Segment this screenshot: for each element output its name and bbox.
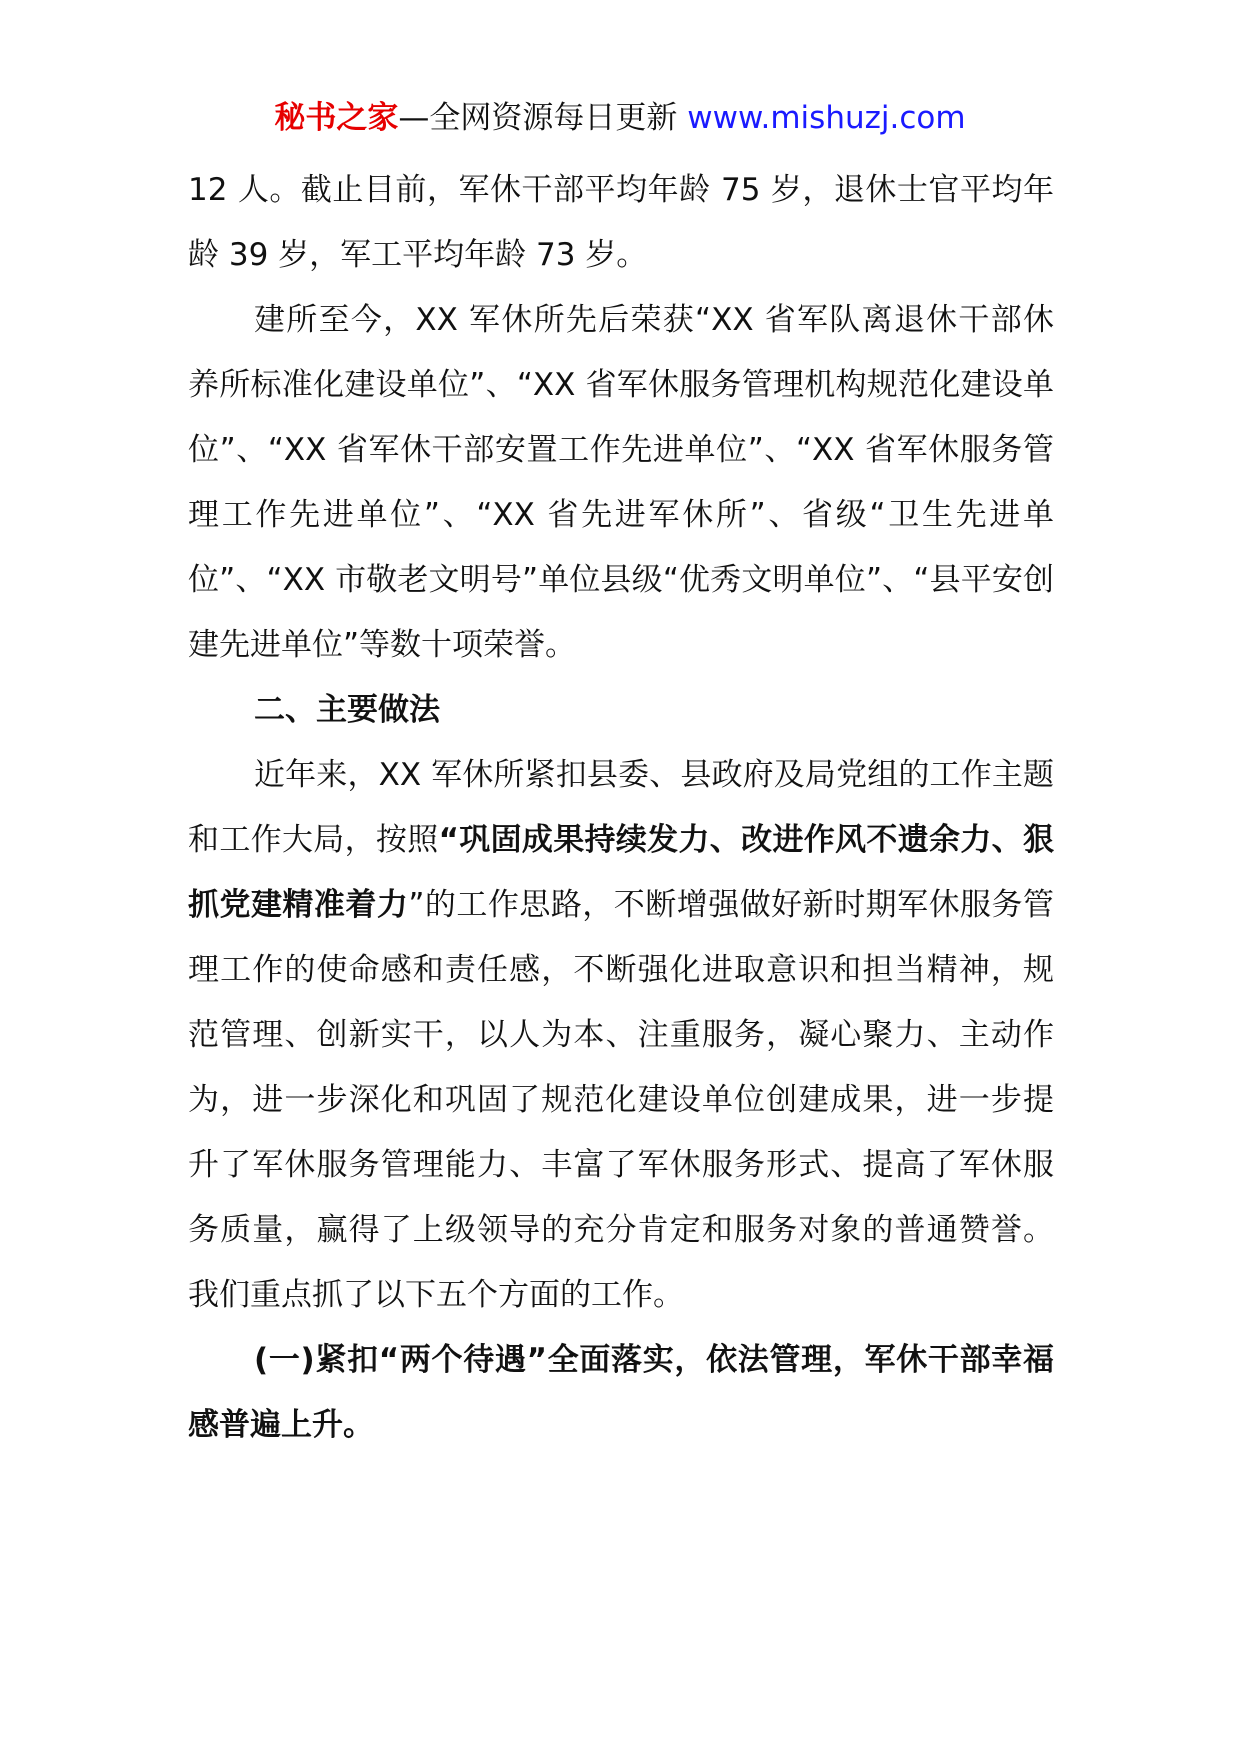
section-heading-main-practices: 二、主要做法: [254, 692, 440, 728]
subsection-heading-1: (一)紧扣“两个待遇”全面落实，依法管理，军休干部幸福感普遍上升。: [188, 1342, 1054, 1443]
site-url-link[interactable]: www.mishuzj.com: [687, 100, 966, 136]
paragraph-continued: 12 人。截止目前，军休干部平均年龄 75 岁，退休士官平均年龄 39 岁，军工平均年龄 73 岁。: [188, 172, 1054, 273]
paragraph-honors: 建所至今，XX 军休所先后荣获“XX 省军队离退休干部休养所标准化建设单位”、“XX 省军休服务管理机构规范化建设单位”、“XX 省军休干部安置工作先进单位”、“XX 省军休服务管理工作先进单位”、“XX 省先进军休所”、省级“卫生先进单位”、“XX 市敬老文明号”单位县级“优秀文明单位”、“县平安创建先进单位”等数十项荣誉。: [188, 302, 1054, 663]
site-tagline: —全网资源每日更新: [398, 100, 688, 136]
overview-text-start: 近年来，XX 军休所紧扣县委、县政府及局党组的工作主题和工作大局，按照: [188, 757, 1054, 858]
overview-text-end: ”的工作思路，不断增强做好新时期军休服务管理工作的使命感和责任感，不断强化进取意识和担当精神，规范管理、创新实干，以人为本、注重服务，凝心聚力、主动作为，进一步深化和巩固了规范化建设单位创建成果，进一步提升了军休服务管理能力、丰富了军休服务形式、提高了军休服务质量，赢得了上级领导的充分肯定和服务对象的普通赞誉。我们重点抓了以下五个方面的工作。: [188, 887, 1055, 1313]
site-brand: 秘书之家: [274, 100, 399, 136]
overview-bold-slogan: “巩固成果持续发力、改进作风不遗余力、狠抓党建精准着力: [188, 822, 1055, 923]
paragraph-overview: [188, 743, 1054, 1328]
page-header: [0, 98, 1240, 138]
document-body: [188, 158, 1054, 1458]
